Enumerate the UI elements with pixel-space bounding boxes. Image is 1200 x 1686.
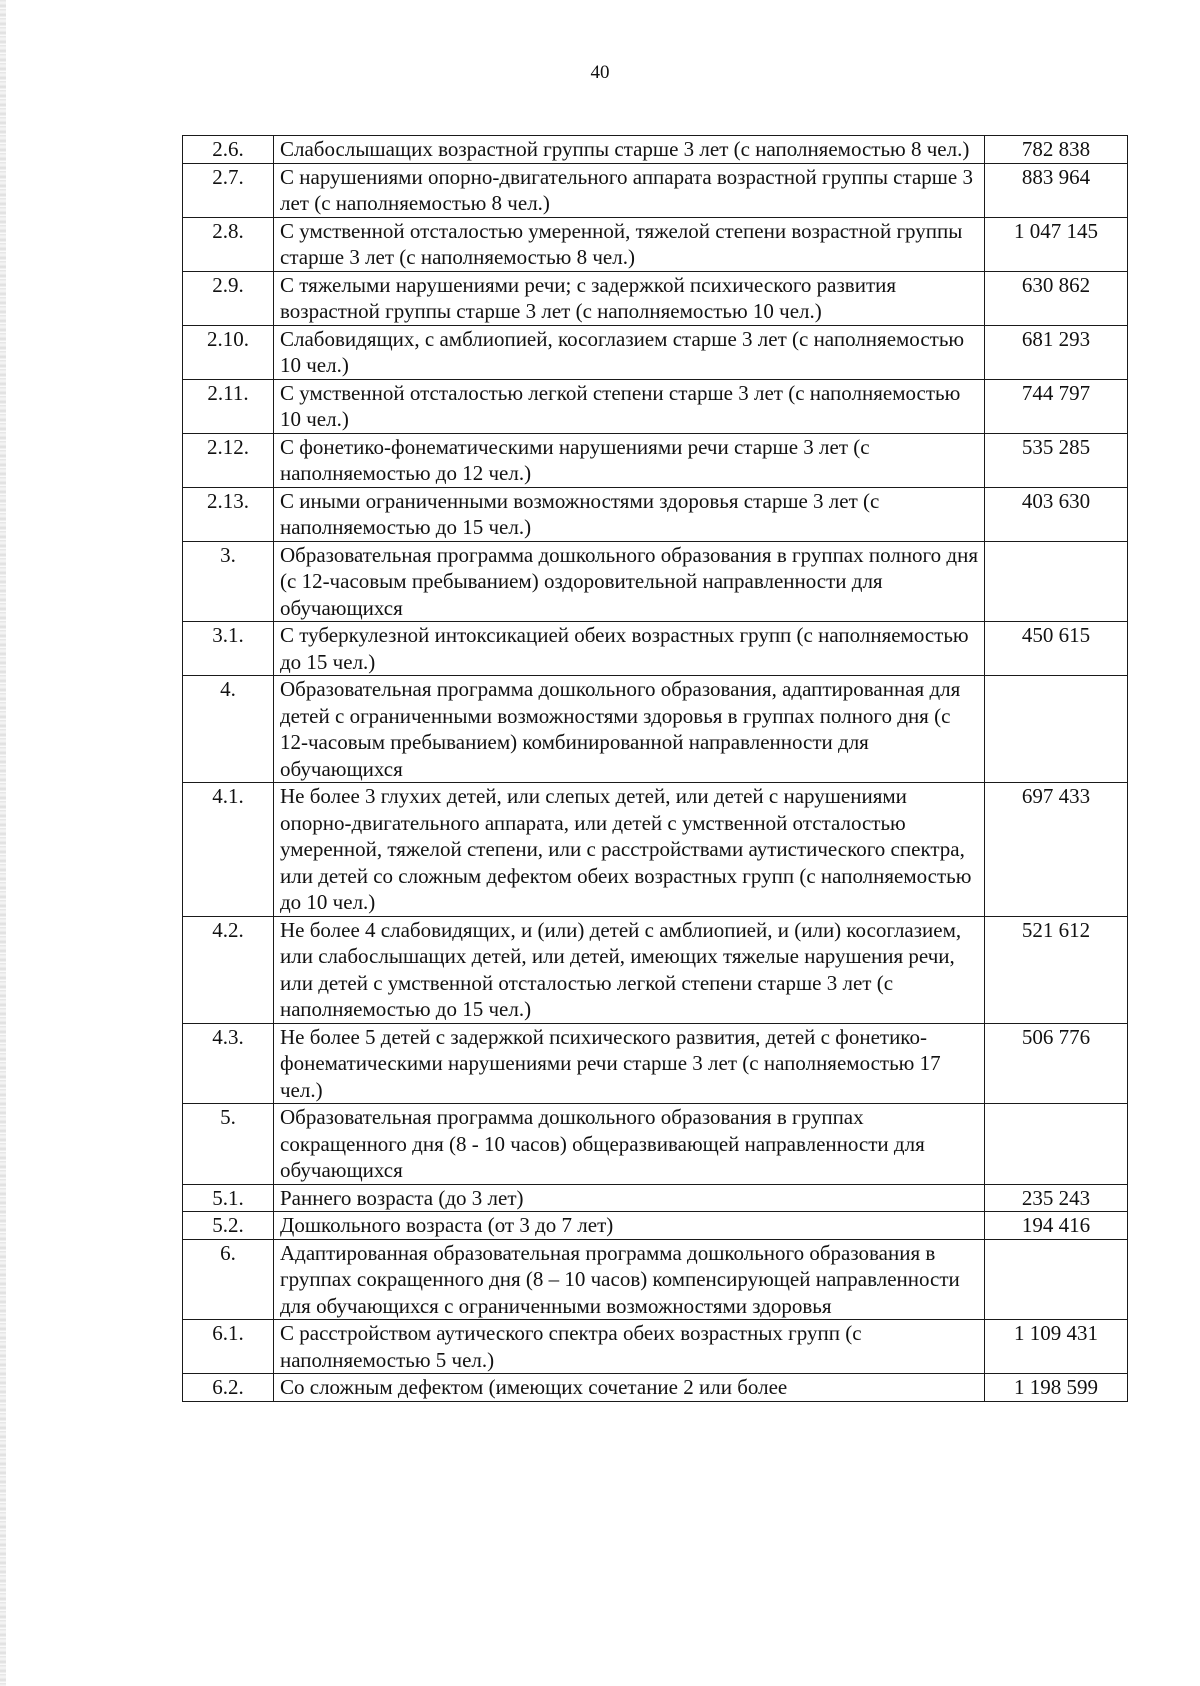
row-description: С умственной отсталостью умеренной, тяжелой степени возрастной группы старше 3 лет (с наполняемостью 8 чел.) bbox=[274, 217, 985, 271]
row-number: 4. bbox=[183, 676, 274, 783]
row-description: С нарушениями опорно-двигательного аппарата возрастной группы старше 3 лет (с наполняемостью 8 чел.) bbox=[274, 163, 985, 217]
row-description: Слабослышащих возрастной группы старше 3 лет (с наполняемостью 8 чел.) bbox=[274, 136, 985, 164]
row-description: Образовательная программа дошкольного образования, адаптированная для детей с ограниченными возможностями здоровья в группах полного дня (с 12-часовым пребыванием) комбинированной направленности для обучающихся bbox=[274, 676, 985, 783]
table-row bbox=[183, 217, 1128, 271]
table-row bbox=[183, 541, 1128, 622]
row-value: 506 776 bbox=[985, 1023, 1128, 1104]
scan-edge bbox=[0, 0, 6, 1686]
table-row bbox=[183, 325, 1128, 379]
row-value: 782 838 bbox=[985, 136, 1128, 164]
row-number: 2.13. bbox=[183, 487, 274, 541]
row-value bbox=[985, 1239, 1128, 1320]
table-row bbox=[183, 379, 1128, 433]
row-number: 2.7. bbox=[183, 163, 274, 217]
row-number: 6.2. bbox=[183, 1374, 274, 1402]
table-row bbox=[183, 1320, 1128, 1374]
row-number: 2.10. bbox=[183, 325, 274, 379]
row-value: 1 047 145 bbox=[985, 217, 1128, 271]
row-number: 4.2. bbox=[183, 916, 274, 1023]
tariff-table bbox=[182, 135, 1128, 1402]
row-value: 681 293 bbox=[985, 325, 1128, 379]
row-value: 630 862 bbox=[985, 271, 1128, 325]
row-number: 6.1. bbox=[183, 1320, 274, 1374]
row-number: 5.1. bbox=[183, 1184, 274, 1212]
row-description: Со сложным дефектом (имеющих сочетание 2 или более bbox=[274, 1374, 985, 1402]
table-row bbox=[183, 1104, 1128, 1185]
row-description: Не более 5 детей с задержкой психического развития, детей с фонетико-фонематическими нарушениями речи старше 3 лет (с наполняемостью 17 чел.) bbox=[274, 1023, 985, 1104]
row-description: Раннего возраста (до 3 лет) bbox=[274, 1184, 985, 1212]
row-value: 235 243 bbox=[985, 1184, 1128, 1212]
row-number: 2.9. bbox=[183, 271, 274, 325]
table-row bbox=[183, 1023, 1128, 1104]
row-number: 2.12. bbox=[183, 433, 274, 487]
row-value: 1 109 431 bbox=[985, 1320, 1128, 1374]
row-description: С туберкулезной интоксикацией обеих возрастных групп (с наполняемостью до 15 чел.) bbox=[274, 622, 985, 676]
table-row bbox=[183, 136, 1128, 164]
row-value: 744 797 bbox=[985, 379, 1128, 433]
row-value bbox=[985, 676, 1128, 783]
row-value bbox=[985, 541, 1128, 622]
row-description: С иными ограниченными возможностями здоровья старше 3 лет (с наполняемостью до 15 чел.) bbox=[274, 487, 985, 541]
page-number: 40 bbox=[590, 62, 610, 83]
row-description: Адаптированная образовательная программа дошкольного образования в группах сокращенного дня (8 – 10 часов) компенсирующей направленности для обучающихся с ограниченными возможностями здоровья bbox=[274, 1239, 985, 1320]
table-row bbox=[183, 271, 1128, 325]
row-number: 6. bbox=[183, 1239, 274, 1320]
table-row bbox=[183, 487, 1128, 541]
row-number: 3.1. bbox=[183, 622, 274, 676]
row-number: 2.8. bbox=[183, 217, 274, 271]
row-description: С фонетико-фонематическими нарушениями речи старше 3 лет (с наполняемостью до 12 чел.) bbox=[274, 433, 985, 487]
row-value: 1 198 599 bbox=[985, 1374, 1128, 1402]
row-value bbox=[985, 1104, 1128, 1185]
table-row bbox=[183, 783, 1128, 917]
row-value: 883 964 bbox=[985, 163, 1128, 217]
row-value: 535 285 bbox=[985, 433, 1128, 487]
row-number: 5.2. bbox=[183, 1212, 274, 1240]
row-number: 3. bbox=[183, 541, 274, 622]
table-body bbox=[183, 136, 1128, 1402]
row-description: Слабовидящих, с амблиопией, косоглазием старше 3 лет (с наполняемостью 10 чел.) bbox=[274, 325, 985, 379]
table-row bbox=[183, 1239, 1128, 1320]
row-description: Не более 4 слабовидящих, и (или) детей с амблиопией, и (или) косоглазием, или слабослышащих детей, или детей, имеющих тяжелые нарушения речи, или детей с умственной отсталостью легкой степени старше 3 лет (с наполняемостью до 15 чел.) bbox=[274, 916, 985, 1023]
row-description: Образовательная программа дошкольного образования в группах сокращенного дня (8 - 10 часов) общеразвивающей направленности для обучающихся bbox=[274, 1104, 985, 1185]
table-row bbox=[183, 1212, 1128, 1240]
table-row bbox=[183, 433, 1128, 487]
row-number: 4.3. bbox=[183, 1023, 274, 1104]
row-description: Не более 3 глухих детей, или слепых детей, или детей с нарушениями опорно-двигательного аппарата, или детей с умственной отсталостью умеренной, тяжелой степени, или с расстройствами аутистического спектра, или детей со сложным дефектом обеих возрастных групп (с наполняемостью до 10 чел.) bbox=[274, 783, 985, 917]
row-description: Образовательная программа дошкольного образования в группах полного дня (с 12-часовым пребыванием) оздоровительной направленности для обучающихся bbox=[274, 541, 985, 622]
table-row bbox=[183, 622, 1128, 676]
table-row bbox=[183, 1184, 1128, 1212]
row-value: 194 416 bbox=[985, 1212, 1128, 1240]
row-number: 2.6. bbox=[183, 136, 274, 164]
row-number: 2.11. bbox=[183, 379, 274, 433]
row-number: 5. bbox=[183, 1104, 274, 1185]
table-row bbox=[183, 163, 1128, 217]
row-value: 403 630 bbox=[985, 487, 1128, 541]
row-description: Дошкольного возраста (от 3 до 7 лет) bbox=[274, 1212, 985, 1240]
table-row bbox=[183, 916, 1128, 1023]
row-description: С расстройством аутического спектра обеих возрастных групп (с наполняемостью 5 чел.) bbox=[274, 1320, 985, 1374]
row-number: 4.1. bbox=[183, 783, 274, 917]
row-value: 450 615 bbox=[985, 622, 1128, 676]
row-description: С тяжелыми нарушениями речи; с задержкой психического развития возрастной группы старше 3 лет (с наполняемостью 10 чел.) bbox=[274, 271, 985, 325]
table-row bbox=[183, 1374, 1128, 1402]
row-value: 521 612 bbox=[985, 916, 1128, 1023]
row-description: С умственной отсталостью легкой степени старше 3 лет (с наполняемостью 10 чел.) bbox=[274, 379, 985, 433]
table-row bbox=[183, 676, 1128, 783]
row-value: 697 433 bbox=[985, 783, 1128, 917]
